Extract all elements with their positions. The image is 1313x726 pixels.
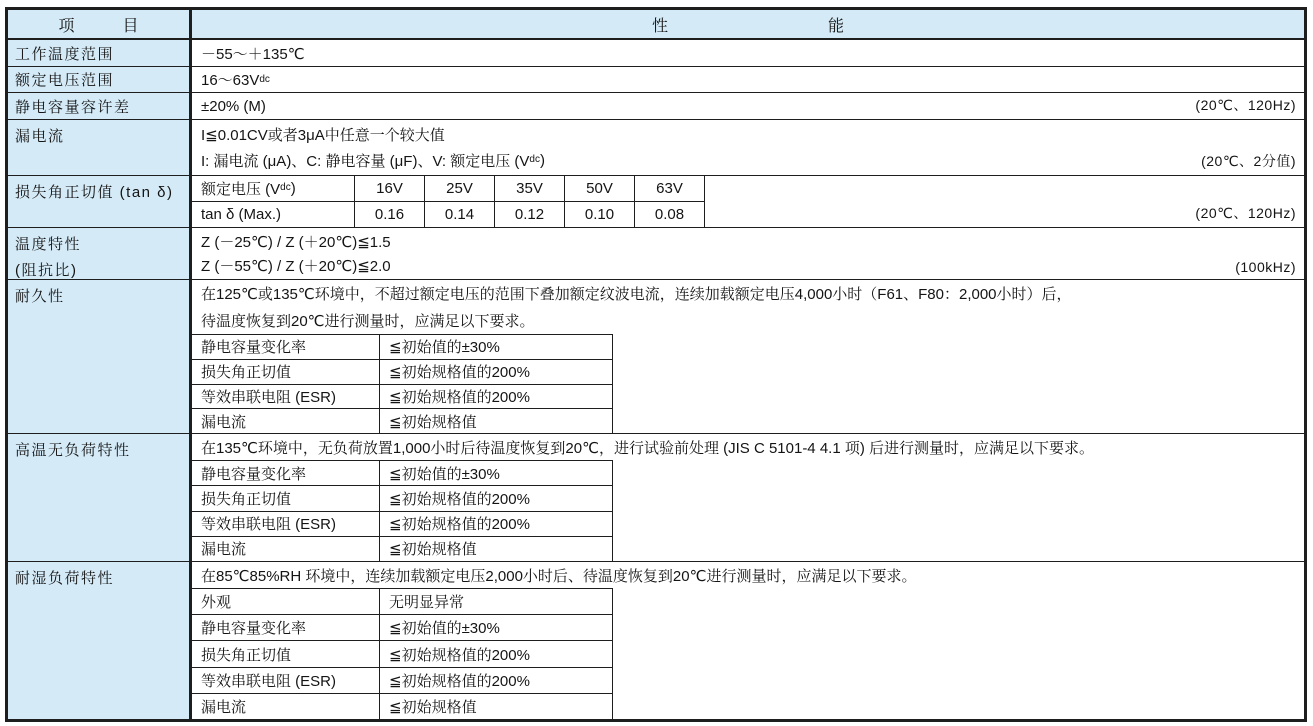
humidity-spec-table: [192, 588, 613, 719]
row-humidity-label: 耐湿负荷特性: [8, 562, 192, 719]
row-temp-label: 温度特性 (阻抗比): [8, 228, 192, 279]
humidity-intro: 在85℃85%RH 环境中，连续加载额定电压2,000小时后、待温度恢复到20℃进行测量时，应满足以下要求。: [201, 567, 917, 585]
row-rated-voltage-label: 额定电压范围: [8, 67, 192, 92]
characteristics-table: [5, 7, 1307, 722]
row-tan-delta: [8, 176, 1304, 228]
table-row: 等效串联电阻 (ESR) ≦初始规格值的200%: [192, 385, 613, 410]
table-row: 外观 无明显异常: [192, 589, 613, 615]
tan-voltage-col: 16V: [355, 176, 425, 202]
tan-voltage-col: 50V: [565, 176, 635, 202]
tan-voltage-col: 35V: [495, 176, 565, 202]
tan-max-value: 0.14: [425, 202, 495, 228]
table-row: 损失角正切值 ≦初始规格值的200%: [192, 641, 613, 667]
rated-voltage-value: 16～63V dc: [201, 72, 270, 89]
row-humidity: [8, 562, 1304, 719]
table-row: 漏电流 ≦初始规格值: [192, 537, 613, 561]
vdc-subscript: dc: [259, 73, 270, 85]
leakage-condition-note: (20℃、2分值): [1201, 153, 1296, 169]
cap-tolerance-value: ±20% (M): [201, 97, 266, 115]
row-leakage-label: 漏电流: [8, 120, 192, 175]
cap-tolerance-condition-note: (20℃、120Hz): [1195, 97, 1296, 113]
row-tan-delta-label: 损失角正切值 (tan δ): [8, 176, 192, 227]
leakage-formula: I≦0.01CV或者3μA中任意一个较大值: [201, 127, 445, 145]
row-cap-tolerance: [8, 93, 1304, 120]
table-row: 静电容量变化率 ≦初始值的±30%: [192, 335, 613, 360]
tan-max-value: 0.08: [635, 202, 705, 228]
table-row: 等效串联电阻 (ESR) ≦初始规格值的200%: [192, 512, 613, 537]
table-row: 损失角正切值 ≦初始规格值的200%: [192, 360, 613, 385]
table-row: 静电容量变化率 ≦初始值的±30%: [192, 461, 613, 486]
row-operating-temp: [8, 40, 1304, 67]
tan-delta-table: [192, 176, 1304, 227]
table-row: 静电容量变化率 ≦初始值的±30%: [192, 615, 613, 641]
table-header-row: [8, 10, 1304, 40]
table-row: 等效串联电阻 (ESR) ≦初始规格值的200%: [192, 668, 613, 694]
table-row: 损失角正切值 ≦初始规格值的200%: [192, 486, 613, 511]
row-operating-temp-label: 工作温度范围: [8, 40, 192, 66]
table-row: 漏电流 ≦初始规格值: [192, 694, 613, 719]
row-rated-voltage: [8, 67, 1304, 93]
header-perf-char1: 性: [651, 17, 668, 35]
tan-voltage-col: 63V: [635, 176, 705, 202]
vdc-subscript: dc: [529, 154, 540, 166]
table-row: 漏电流 ≦初始规格值: [192, 409, 613, 433]
header-item-char1: 项: [58, 17, 75, 35]
header-item-cell: [8, 10, 192, 38]
leakage-legend: I: 漏电流 (μA)、C: 静电容量 (μF)、V: 额定电压 (V dc ): [201, 151, 545, 170]
header-perf-char2: 能: [828, 17, 845, 35]
tan-max-value: 0.10: [565, 202, 635, 228]
impedance-ratio-line2: Z (－55℃) / Z (＋20℃)≦2.0: [201, 258, 391, 275]
endurance-spec-table: [192, 334, 613, 433]
tan-table-voltage-header: 额定电压 (V dc ): [192, 176, 355, 202]
vdc-subscript: dc: [280, 182, 291, 194]
temp-condition-note: (100kHz): [1235, 259, 1296, 275]
row-leakage-current: [8, 120, 1304, 176]
row-temp-characteristics: [8, 228, 1304, 280]
header-performance-cell: [192, 10, 1304, 38]
header-item-char2: 目: [122, 17, 139, 35]
shelf-life-intro: 在135℃环境中，无负荷放置1,000小时后待温度恢复到20℃，进行试验前处理 (JIS C 5101-4 4.1 项) 后进行测量时，应满足以下要求。: [201, 439, 1095, 457]
tan-voltage-col: 25V: [425, 176, 495, 202]
endurance-intro: 在125℃或135℃环境中，不超过额定电压的范围下叠加额定纹波电流，连续加载额定电压4,000小时（F61、F80：2,000小时）后， 待温度恢复到20℃进行测量时，应满足以下要求。: [201, 286, 1072, 330]
row-endurance-label: 耐久性: [8, 280, 192, 433]
tan-max-value: 0.16: [355, 202, 425, 228]
row-cap-tolerance-label: 静电容量容许差: [8, 93, 192, 119]
row-shelf-life-label: 高温无负荷特性: [8, 434, 192, 561]
shelf-life-spec-table: [192, 460, 613, 561]
row-endurance: [8, 280, 1304, 434]
tan-delta-condition-note: (20℃、120Hz): [1195, 205, 1296, 221]
impedance-ratio-line1: Z (－25℃) / Z (＋20℃)≦1.5: [201, 234, 391, 251]
tan-max-value: 0.12: [495, 202, 565, 228]
operating-temp-value: －55～＋135℃: [201, 45, 305, 63]
tan-max-row-label: tan δ (Max.): [192, 202, 355, 228]
row-shelf-life: [8, 434, 1304, 562]
